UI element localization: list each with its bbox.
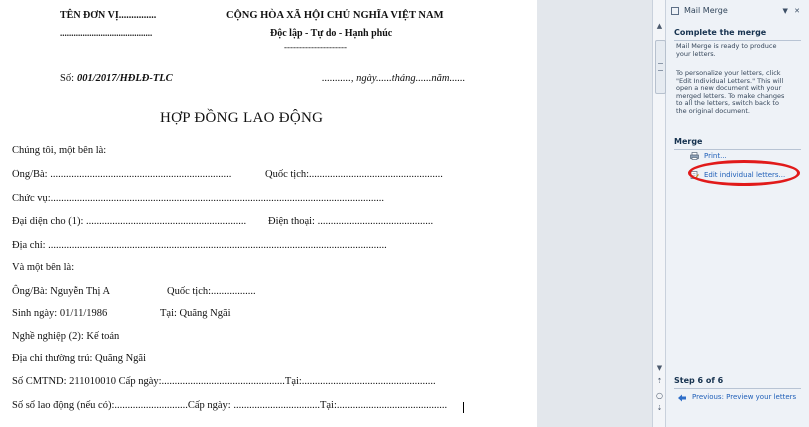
line-party-b-intro: Và một bên là:: [12, 262, 75, 273]
previous-page-icon[interactable]: ⇡: [656, 377, 663, 385]
ready-text-line: your letters.: [676, 49, 716, 58]
contract-title: HỢP ĐỒNG LAO ĐỘNG: [160, 110, 324, 126]
line-phone: Điện thoại: ............................................: [268, 216, 434, 227]
line-permanent-address: Địa chỉ thường trú: Quãng Ngãi: [12, 353, 147, 364]
unit-name-line: TÊN ĐƠN VỊ...............: [60, 10, 157, 21]
line-labor-book: Số sổ lao động (nếu có):............................Cấp ngày: .................................Tại:..........................................: [12, 400, 448, 411]
workspace-background: [537, 0, 652, 427]
pane-title: Mail Merge: [684, 6, 728, 15]
personalize-text-line: to all the letters, switch back to: [676, 99, 779, 107]
line-party-a-intro: Chúng tôi, một bên là:: [12, 145, 107, 156]
next-page-icon[interactable]: ⇣: [656, 404, 663, 412]
personalize-text-line: merged letters. To make changes: [676, 91, 785, 100]
personalize-text-line: "Edit Individual Letters." This will: [676, 76, 784, 85]
browse-object-icon[interactable]: ○: [656, 391, 663, 400]
personalize-text-line: open a new document with your: [676, 84, 782, 92]
text-cursor: [463, 402, 464, 413]
mail-merge-pane: [666, 0, 809, 427]
line-id-card: Số CMTND: 211010010 Cấp ngày:...............................................Tại:...................................................: [12, 376, 436, 387]
personalize-text: [676, 70, 798, 115]
contract-number-value: 001/2017/HĐLĐ-TLC: [77, 73, 173, 84]
national-title: CỘNG HÒA XÃ HỘI CHỦ NGHĨA VIỆT NAM: [226, 10, 444, 21]
line-position: Chức vụ:...............................................................................................................................: [12, 193, 385, 204]
line-name-a: Ông/Bà: .....................................................................: [12, 169, 232, 180]
line-occupation: Nghề nghiệp (2): Kế toán: [12, 331, 120, 342]
step-area: [666, 370, 809, 427]
contract-number-label: Số:: [60, 73, 75, 84]
scroll-up-icon[interactable]: ▲: [656, 22, 663, 30]
edit-individual-letters-link[interactable]: Edit individual letters...: [704, 171, 786, 179]
line-nationality-a: Quốc tịch:...................................................: [265, 169, 443, 180]
mail-merge-icon: [671, 7, 679, 15]
national-motto: Độc lập - Tự do - Hạnh phúc: [270, 28, 393, 39]
line-name-b: Ông/Bà: Nguyễn Thị A: [12, 286, 111, 297]
step-indicator: Step 6 of 6: [674, 376, 724, 385]
vertical-scrollbar[interactable]: [652, 0, 666, 427]
print-link[interactable]: Print...: [704, 152, 727, 160]
previous-step-link[interactable]: Previous: Preview your letters: [692, 393, 797, 401]
printer-icon: [690, 152, 699, 160]
scroll-thumb[interactable]: [655, 40, 666, 94]
line-birth-place: Tại: Quãng Ngãi: [160, 308, 231, 319]
section-divider: [674, 149, 801, 150]
ready-text: [676, 43, 798, 58]
line-nationality-b: Quốc tịch:.................: [167, 286, 256, 297]
back-arrow-icon: [678, 394, 686, 402]
pane-title-bar: [671, 4, 804, 18]
section-divider: [674, 40, 801, 41]
highlight-annotation: [688, 160, 800, 186]
line-birth-date: Sinh ngày: 01/11/1986: [12, 308, 108, 319]
complete-merge-heading: Complete the merge: [674, 28, 767, 37]
personalize-text-line: To personalize your letters, click: [676, 69, 781, 77]
pane-menu-close-icon[interactable]: ▼ ✕: [782, 7, 802, 15]
date-line: ..........., ngày......tháng......năm......: [322, 73, 466, 84]
motto-underline: ---------------------: [284, 42, 347, 52]
line-representative: Đại diện cho (1): .............................................................: [12, 216, 247, 227]
section-divider: [674, 388, 801, 389]
unit-name-dots: .........................................: [60, 28, 153, 38]
merge-heading: Merge: [674, 137, 703, 146]
line-address-a: Địa chỉ: .................................................................................................................................: [12, 240, 387, 251]
scroll-down-icon[interactable]: ▼: [656, 364, 663, 372]
personalize-text-line: the original document.: [676, 106, 750, 115]
ready-text-line: Mail Merge is ready to produce: [676, 42, 777, 50]
